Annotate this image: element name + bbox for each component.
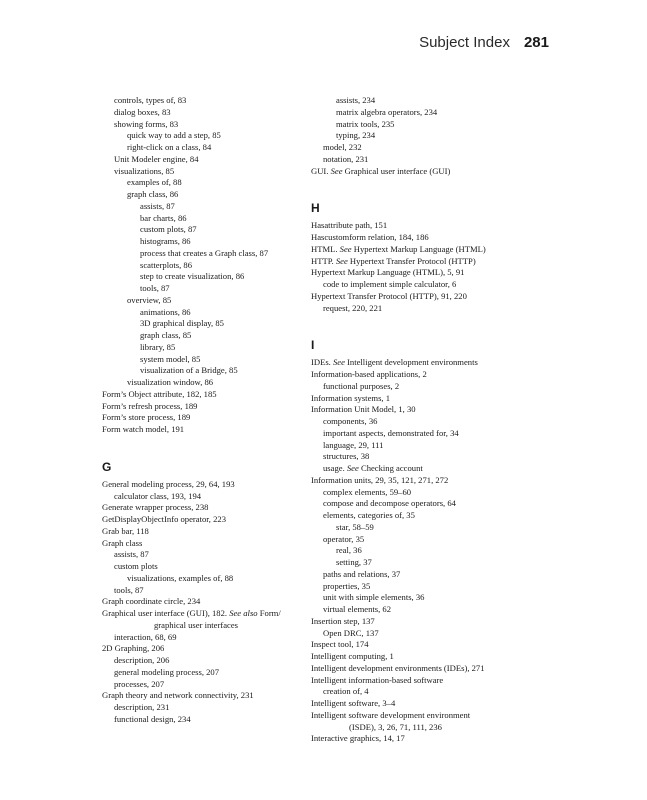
index-entry-text: Grab bar, 118 bbox=[102, 525, 149, 536]
index-entry-text: bar charts, 86 bbox=[140, 212, 187, 223]
index-column-left bbox=[102, 95, 302, 726]
index-entry-text: dialog boxes, 83 bbox=[114, 106, 171, 117]
index-entry-text: typing, 234 bbox=[336, 130, 376, 141]
index-entry bbox=[102, 260, 302, 272]
index-entry bbox=[102, 491, 302, 503]
index-entry-text: interaction, 68, 69 bbox=[114, 631, 177, 642]
index-entry-text: complex elements, 59–60 bbox=[323, 486, 412, 497]
index-entry-text: operator, 35 bbox=[323, 533, 365, 544]
index-entry-text: General modeling process, 29, 64, 193 bbox=[102, 478, 235, 489]
index-entry bbox=[311, 604, 561, 616]
index-entry-text: code to implement simple calculator, 6 bbox=[323, 279, 457, 289]
cross-reference: See bbox=[335, 255, 348, 266]
index-entry-text: assists, 87 bbox=[140, 200, 175, 211]
index-entry bbox=[311, 232, 561, 244]
index-entry-text: paths and relations, 37 bbox=[323, 568, 401, 579]
index-entry bbox=[311, 522, 561, 534]
index-entry-text: Graph class bbox=[102, 537, 143, 548]
index-entry-text: request, 220, 221 bbox=[323, 302, 383, 313]
index-entry bbox=[311, 381, 561, 393]
index-entry bbox=[102, 526, 302, 538]
index-entry bbox=[102, 248, 302, 260]
index-entry bbox=[311, 733, 561, 745]
index-entry bbox=[102, 714, 302, 726]
index-entry-text: virtual elements, 62 bbox=[323, 604, 392, 614]
index-entry-text: assists, 234 bbox=[336, 95, 376, 105]
index-entry-target: Intelligent development environments bbox=[344, 357, 478, 368]
index-entry bbox=[102, 236, 302, 248]
index-entry-text: visualization of a Bridge, 85 bbox=[140, 365, 238, 376]
index-entry bbox=[102, 389, 302, 401]
index-entry-target: Hypertext Transfer Protocol (HTTP) bbox=[347, 255, 476, 266]
index-entry bbox=[102, 224, 302, 236]
index-entry bbox=[102, 479, 302, 491]
index-entry-text: IDEs. bbox=[311, 357, 333, 368]
index-entry bbox=[311, 475, 561, 487]
index-entry-text: Insertion step, 137 bbox=[311, 615, 375, 626]
index-entry bbox=[311, 722, 561, 734]
index-entry-text: Form’s Object attribute, 182, 185 bbox=[102, 388, 217, 399]
index-entry-text: language, 29, 111 bbox=[323, 439, 384, 450]
index-entry-text: usage. bbox=[323, 463, 347, 473]
index-entry bbox=[311, 267, 561, 279]
index-entry bbox=[102, 142, 302, 154]
index-entry bbox=[102, 702, 302, 714]
index-entry bbox=[311, 581, 561, 593]
index-entry-text: important aspects, demonstrated for, 34 bbox=[323, 427, 459, 438]
cross-reference: See bbox=[339, 243, 352, 254]
index-entry-text: Hypertext Transfer Protocol (HTTP), 91, 220 bbox=[311, 290, 467, 301]
index-entry-text: star, 58–59 bbox=[336, 521, 374, 532]
index-entry-text: Interactive graphics, 14, 17 bbox=[311, 733, 405, 744]
index-entry-text: histograms, 86 bbox=[140, 236, 191, 246]
index-entry-text: Graph theory and network connectivity, 231 bbox=[102, 690, 254, 701]
index-entry bbox=[311, 487, 561, 499]
index-entry-text: Intelligent development environments (IDEs), 271 bbox=[311, 662, 485, 673]
index-entry-text: custom plots bbox=[114, 561, 158, 571]
index-entry bbox=[102, 596, 302, 608]
index-entry-text: Generate wrapper process, 238 bbox=[102, 502, 209, 513]
index-entry bbox=[102, 424, 302, 436]
index-entry-text: Form’s refresh process, 189 bbox=[102, 400, 198, 411]
index-entry bbox=[311, 440, 561, 452]
index-entry bbox=[102, 354, 302, 366]
section-letter-i: I bbox=[311, 338, 315, 353]
index-entry bbox=[102, 295, 302, 307]
index-entry-target: Graphical user interface (GUI) bbox=[342, 165, 451, 176]
index-entry-text: Information systems, 1 bbox=[311, 392, 391, 403]
index-entry-text: showing forms, 83 bbox=[114, 118, 179, 129]
index-entry-text: matrix tools, 235 bbox=[336, 118, 395, 129]
index-entry bbox=[102, 679, 302, 691]
index-entry bbox=[311, 279, 561, 291]
index-entry bbox=[102, 154, 302, 166]
index-entry-text: Form watch model, 191 bbox=[102, 424, 185, 434]
index-entry-text: custom plots, 87 bbox=[140, 224, 197, 235]
index-entry-text: Intelligent software development environment bbox=[311, 709, 471, 720]
index-entry-text: structures, 38 bbox=[323, 451, 370, 462]
index-entry bbox=[311, 651, 561, 663]
index-entry-text: Information units, 29, 35, 121, 271, 272 bbox=[311, 474, 449, 485]
index-entry bbox=[311, 463, 561, 475]
index-entry-text: Hasattribute path, 151 bbox=[311, 220, 388, 231]
index-entry-text: Information-based applications, 2 bbox=[311, 369, 427, 379]
index-entry bbox=[102, 620, 302, 632]
index-entry-text: real, 36 bbox=[336, 545, 362, 556]
index-entry bbox=[102, 107, 302, 119]
index-entry-text: description, 206 bbox=[114, 655, 170, 665]
index-entry bbox=[311, 557, 561, 569]
index-entry bbox=[311, 393, 561, 405]
index-entry bbox=[311, 545, 561, 557]
index-entry bbox=[102, 177, 302, 189]
index-entry bbox=[311, 166, 561, 178]
index-entry bbox=[102, 318, 302, 330]
running-header-title: Subject Index bbox=[419, 34, 510, 51]
index-entry-text: processes, 207 bbox=[114, 678, 165, 689]
index-entry-text: scatterplots, 86 bbox=[140, 259, 193, 270]
index-entry bbox=[102, 342, 302, 354]
index-entry-text: Hascustomform relation, 184, 186 bbox=[311, 232, 429, 242]
index-entry bbox=[102, 667, 302, 679]
index-entry bbox=[311, 569, 561, 581]
index-entry-text: Unit Modeler engine, 84 bbox=[114, 153, 199, 164]
index-entry-text: 2D Graphing, 206 bbox=[102, 643, 165, 654]
index-entry bbox=[311, 663, 561, 675]
index-entry-text: graphical user interfaces bbox=[154, 619, 238, 630]
index-entry bbox=[311, 628, 561, 640]
index-entry-text: animations, 86 bbox=[140, 306, 191, 317]
index-entry bbox=[102, 502, 302, 514]
index-entry-text: components, 36 bbox=[323, 416, 378, 426]
index-entry bbox=[311, 616, 561, 628]
index-entry-text: Hypertext Markup Language (HTML), 5, 91 bbox=[311, 267, 465, 278]
index-entry-target: Checking account bbox=[358, 463, 423, 473]
index-entry bbox=[102, 632, 302, 644]
index-entry-text: description, 231 bbox=[114, 702, 170, 712]
index-entry-text: graph class, 85 bbox=[140, 330, 192, 340]
index-entry bbox=[102, 365, 302, 377]
index-entry bbox=[102, 271, 302, 283]
index-entry bbox=[102, 573, 302, 585]
index-entry-text: Form’s store process, 189 bbox=[102, 412, 191, 423]
index-entry bbox=[311, 416, 561, 428]
index-entry-text: (ISDE), 3, 26, 71, 111, 236 bbox=[349, 721, 442, 732]
index-entry-text: functional purposes, 2 bbox=[323, 380, 400, 391]
index-entry-text: matrix algebra operators, 234 bbox=[336, 106, 438, 117]
index-entry bbox=[102, 538, 302, 550]
index-entry bbox=[311, 428, 561, 440]
index-entry-text: Graph coordinate circle, 234 bbox=[102, 596, 201, 607]
index-entry bbox=[102, 377, 302, 389]
index-entry bbox=[311, 119, 561, 131]
index-entry-text: GetDisplayObjectInfo operator, 223 bbox=[102, 514, 226, 524]
index-entry-text: overview, 85 bbox=[127, 294, 172, 305]
index-entry bbox=[311, 303, 561, 315]
index-entry bbox=[311, 357, 561, 369]
index-entry bbox=[311, 107, 561, 119]
index-entry-text: quick way to add a step, 85 bbox=[127, 130, 221, 141]
index-entry bbox=[102, 655, 302, 667]
cross-reference: See bbox=[332, 357, 345, 368]
index-entry bbox=[102, 585, 302, 597]
index-entry bbox=[311, 534, 561, 546]
index-entry bbox=[311, 404, 561, 416]
index-entry bbox=[102, 213, 302, 225]
index-entry bbox=[102, 330, 302, 342]
index-entry-text: elements, categories of, 35 bbox=[323, 510, 415, 520]
index-entry-text: right-click on a class, 84 bbox=[127, 142, 212, 152]
index-entry bbox=[102, 690, 302, 702]
index-entry-text: unit with simple elements, 36 bbox=[323, 592, 425, 603]
index-entry-text: general modeling process, 207 bbox=[114, 666, 220, 677]
index-entry-text: functional design, 234 bbox=[114, 713, 191, 724]
index-entry bbox=[311, 130, 561, 142]
index-entry-text: Intelligent information-based software bbox=[311, 674, 444, 685]
index-entry bbox=[102, 514, 302, 526]
index-entry bbox=[102, 549, 302, 561]
index-entry-text: HTML. bbox=[311, 243, 340, 254]
index-entry bbox=[311, 95, 561, 107]
index-entry bbox=[102, 412, 302, 424]
index-entry bbox=[311, 244, 561, 256]
index-entry-text: system model, 85 bbox=[140, 353, 201, 364]
index-entry-text: process that creates a Graph class, 87 bbox=[140, 247, 269, 258]
index-entry bbox=[311, 498, 561, 510]
index-entry-target: Hypertext Markup Language (HTML) bbox=[351, 243, 486, 254]
index-entry bbox=[102, 643, 302, 655]
index-entry-text: GUI. bbox=[311, 165, 331, 176]
cross-reference: See bbox=[330, 165, 343, 176]
index-entry bbox=[311, 710, 561, 722]
index-entry bbox=[102, 119, 302, 131]
section-gap bbox=[311, 314, 561, 337]
cross-reference: See bbox=[346, 463, 359, 473]
index-entry-text: visualization window, 86 bbox=[127, 377, 214, 387]
index-entry-text: tools, 87 bbox=[140, 283, 170, 293]
index-entry-text: step to create visualization, 86 bbox=[140, 271, 245, 282]
index-entry-text: properties, 35 bbox=[323, 580, 371, 591]
section-letter-g: G bbox=[102, 459, 112, 474]
index-entry bbox=[311, 154, 561, 166]
index-entry bbox=[102, 189, 302, 201]
section-gap bbox=[311, 177, 561, 200]
index-entry-text: Information Unit Model, 1, 30 bbox=[311, 404, 416, 415]
index-entry-text: 3D graphical display, 85 bbox=[140, 318, 224, 329]
index-entry-text: notation, 231 bbox=[323, 153, 369, 164]
index-entry-text: visualizations, 85 bbox=[114, 165, 175, 176]
index-entry bbox=[311, 686, 561, 698]
index-entry-text: setting, 37 bbox=[336, 557, 372, 567]
index-entry-text: visualizations, examples of, 88 bbox=[127, 572, 234, 583]
index-entry-text: HTTP. bbox=[311, 255, 336, 266]
index-entry bbox=[311, 451, 561, 463]
index-entry-target: Form/ bbox=[257, 608, 281, 618]
index-entry bbox=[311, 256, 561, 268]
index-entry bbox=[311, 639, 561, 651]
section-letter-h: H bbox=[311, 201, 320, 216]
index-entry bbox=[102, 307, 302, 319]
index-entry bbox=[102, 201, 302, 213]
index-entry bbox=[102, 608, 302, 620]
index-entry-text: Intelligent software, 3–4 bbox=[311, 698, 396, 708]
index-entry-text: library, 85 bbox=[140, 341, 176, 352]
index-entry bbox=[311, 698, 561, 710]
index-entry-text: Graphical user interface (GUI), 182. bbox=[102, 608, 230, 618]
index-entry-text: tools, 87 bbox=[114, 584, 144, 595]
section-gap bbox=[102, 436, 302, 459]
page-number: 281 bbox=[523, 34, 549, 51]
index-entry bbox=[311, 291, 561, 303]
index-entry-text: Open DRC, 137 bbox=[323, 627, 379, 638]
index-entry bbox=[311, 142, 561, 154]
index-entry bbox=[102, 166, 302, 178]
index-entry-text: Intelligent computing, 1 bbox=[311, 651, 394, 661]
index-entry bbox=[311, 510, 561, 522]
index-entry bbox=[311, 675, 561, 687]
index-entry-text: graph class, 86 bbox=[127, 189, 179, 199]
cross-reference: See also bbox=[229, 608, 258, 618]
index-entry bbox=[102, 561, 302, 573]
index-entry bbox=[102, 130, 302, 142]
index-entry-text: calculator class, 193, 194 bbox=[114, 490, 202, 501]
index-entry-text: controls, types of, 83 bbox=[114, 95, 187, 105]
index-entry-text: examples of, 88 bbox=[127, 177, 182, 188]
index-entry-text: compose and decompose operators, 64 bbox=[323, 498, 456, 509]
index-column-right bbox=[311, 95, 561, 745]
index-entry-text: assists, 87 bbox=[114, 549, 149, 560]
index-entry bbox=[102, 95, 302, 107]
index-entry-text: Inspect tool, 174 bbox=[311, 639, 369, 650]
index-entry bbox=[102, 401, 302, 413]
index-entry bbox=[311, 220, 561, 232]
index-entry-text: model, 232 bbox=[323, 142, 362, 152]
index-entry bbox=[311, 592, 561, 604]
index-entry bbox=[102, 283, 302, 295]
running-header bbox=[419, 34, 549, 51]
index-entry-text: creation of, 4 bbox=[323, 686, 369, 697]
index-entry bbox=[311, 369, 561, 381]
